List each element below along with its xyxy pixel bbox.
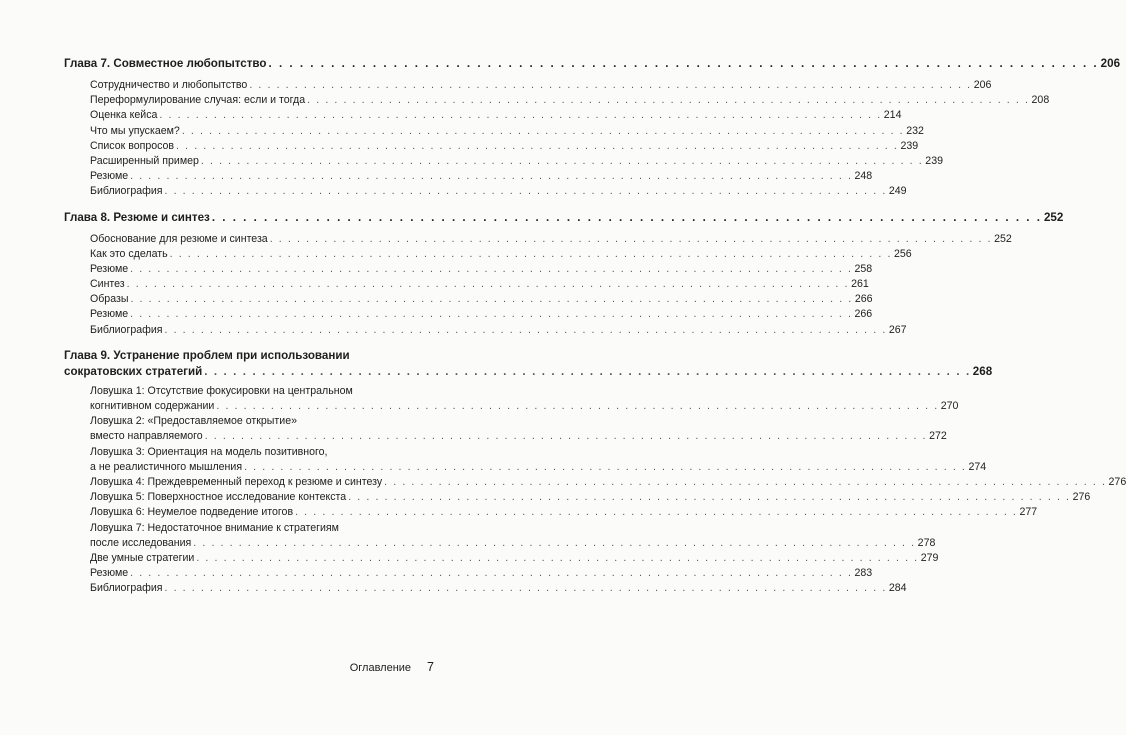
toc-entry-title: Библиография [90, 582, 163, 595]
chapter-title-line2: сократовских стратегий [64, 364, 203, 378]
toc-entry-title: Резюме [90, 262, 129, 275]
toc-entry [64, 292, 873, 307]
toc-entry-title: Список вопросов [90, 139, 175, 152]
leader-dots: . . . . . . . . . . . . . . . . . . . . . . . . . . . . . . . . . . . . . . . . . . . . . . . . . . . . . . . . . . . . . . . . . . . . . . . . . . . . . . . . [196, 552, 919, 564]
toc-entry-title: Библиография [90, 323, 163, 336]
toc-entry [64, 108, 902, 123]
toc-entry-page: 270 [940, 400, 959, 413]
toc-entry-page: 256 [894, 247, 912, 260]
toc-entry [64, 184, 907, 199]
toc-entry-page: 276 [1108, 476, 1126, 489]
toc-entry [64, 490, 1091, 505]
leader-dots: . . . . . . . . . . . . . . . . . . . . . . . . . . . . . . . . . . . . . . . . . . . . . . . . . . . . . . . . . . . . . . . . . . . . . . . . . . . . . . . . [269, 232, 993, 245]
leader-dots: . . . . . . . . . . . . . . . . . . . . . . . . . . . . . . . . . . . . . . . . . . . . . . . . . . . . . . . . . . . . . . . . . . . . . . . . . . . . . . . . [130, 308, 853, 321]
leader-dots: . . . . . . . . . . . . . . . . . . . . . . . . . . . . . . . . . . . . . . . . . . . . . . . . . . . . . . . . . . . . . . . . . . . . . . . . . . . . . . . . [295, 506, 1018, 519]
leader-dots: . . . . . . . . . . . . . . . . . . . . . . . . . . . . . . . . . . . . . . . . . . . . . . . . . . . . . . . . . . . . . . . . . . . . . . . . . . . . . . . . [164, 582, 887, 595]
toc-entry-title: Две умные стратегии [90, 552, 195, 564]
leader-dots: . . . . . . . . . . . . . . . . . . . . . . . . . . . . . . . . . . . . . . . . . . . . . . . . . . . . . . . . . . . . . . . . . . . . . . . . . . . . . . . . [130, 567, 853, 580]
chapter-7-entries [64, 78, 1050, 200]
toc-entry [64, 475, 1126, 490]
chapter-7-heading [64, 56, 1121, 72]
toc-entry [64, 323, 907, 338]
toc-entry-title: Ловушка 4: Преждевременный переход к резюме и синтезу [90, 476, 383, 489]
toc-entry-title-line2: а не реалистичного мышления [90, 460, 243, 473]
leader-dots: . . . . . . . . . . . . . . . . . . . . . . . . . . . . . . . . . . . . . . . . . . . . . . . . . . . . . . . . . . . . . . . . . . . . . . . . . . . . . . . . [169, 247, 893, 260]
toc-entry-page: 278 [917, 536, 936, 549]
leader-dots: . . . . . . . . . . . . . . . . . . . . . . . . . . . . . . . . . . . . . . . . . . . . . . . . . . . . . . . . . . . . . . . . . . . . . . . . . . . . . . . . [268, 57, 1099, 70]
toc-entry-line2 [90, 429, 947, 444]
leader-dots: . . . . . . . . . . . . . . . . . . . . . . . . . . . . . . . . . . . . . . . . . . . . . . . . . . . . . . . . . . . . . . . . . . . . . . . . . . . . . . . . [200, 154, 924, 167]
toc-entry-line2 [90, 460, 987, 475]
toc-entry-title: Сотрудничество и любопытство [90, 79, 248, 91]
toc-entry [64, 262, 873, 277]
leader-dots: . . . . . . . . . . . . . . . . . . . . . . . . . . . . . . . . . . . . . . . . . . . . . . . . . . . . . . . . . . . . . . . . . . . . . . . . . . . . . . . . [348, 491, 1071, 504]
leader-dots: . . . . . . . . . . . . . . . . . . . . . . . . . . . . . . . . . . . . . . . . . . . . . . . . . . . . . . . . . . . . . . . . . . . . . . . . . . . . . . . . [204, 364, 971, 378]
chapter-page: 206 [1100, 57, 1121, 70]
leader-dots: . . . . . . . . . . . . . . . . . . . . . . . . . . . . . . . . . . . . . . . . . . . . . . . . . . . . . . . . . . . . . . . . . . . . . . . . . . . . . . . . [130, 170, 853, 183]
toc-entry-page: 276 [1072, 491, 1091, 504]
toc-entry [64, 445, 987, 475]
toc-entry-title: Синтез [90, 278, 125, 291]
toc-entry-title-line2: после исследования [90, 536, 192, 549]
toc-entry [64, 384, 959, 414]
leader-dots: . . . . . . . . . . . . . . . . . . . . . . . . . . . . . . . . . . . . . . . . . . . . . . . . . . . . . . . . . . . . . . . . . . . . . . . . . . . . . . . . [216, 400, 939, 413]
toc-entry-page: 277 [1019, 506, 1038, 519]
toc-entry-page: 274 [968, 460, 987, 473]
toc-entry [64, 93, 1050, 108]
toc-entry-title: Библиография [90, 185, 163, 198]
toc-entry [64, 566, 873, 581]
leader-dots: . . . . . . . . . . . . . . . . . . . . . . . . . . . . . . . . . . . . . . . . . . . . . . . . . . . . . . . . . . . . . . . . . . . . . . . . . . . . . . . . [159, 109, 882, 122]
toc-entry-title: Расширенный пример [90, 154, 199, 167]
toc-entry [64, 277, 869, 292]
leader-dots: . . . . . . . . . . . . . . . . . . . . . . . . . . . . . . . . . . . . . . . . . . . . . . . . . . . . . . . . . . . . . . . . . . . . . . . . . . . . . . . . [126, 278, 850, 291]
toc-entry-title: Как это сделать [90, 247, 168, 260]
leader-dots: . . . . . . . . . . . . . . . . . . . . . . . . . . . . . . . . . . . . . . . . . . . . . . . . . . . . . . . . . . . . . . . . . . . . . . . . . . . . . . . . [307, 94, 1030, 107]
toc-entry [64, 139, 919, 154]
page-footer [350, 660, 434, 674]
toc-entry-line2 [90, 399, 959, 414]
table-of-contents [64, 52, 1126, 597]
toc-entry-page: 267 [888, 323, 907, 336]
toc-entry-title-line2: когнитивном содержании [90, 400, 215, 413]
toc-entry-page: 248 [854, 170, 873, 183]
leader-dots: . . . . . . . . . . . . . . . . . . . . . . . . . . . . . . . . . . . . . . . . . . . . . . . . . . . . . . . . . . . . . . . . . . . . . . . . . . . . . . . . [244, 460, 967, 473]
toc-entry [64, 124, 924, 139]
toc-entry-page: 284 [888, 582, 907, 595]
toc-entry-page: 239 [900, 139, 919, 152]
toc-entry [64, 581, 907, 596]
toc-entry-page: 261 [851, 278, 869, 291]
toc-entry-page: 266 [854, 293, 873, 306]
toc-entry-page: 232 [906, 124, 924, 137]
toc-entry [64, 307, 873, 322]
leader-dots: . . . . . . . . . . . . . . . . . . . . . . . . . . . . . . . . . . . . . . . . . . . . . . . . . . . . . . . . . . . . . . . . . . . . . . . . . . . . . . . . [249, 79, 972, 91]
toc-entry-title: Оценка кейса [90, 109, 158, 122]
leader-dots: . . . . . . . . . . . . . . . . . . . . . . . . . . . . . . . . . . . . . . . . . . . . . . . . . . . . . . . . . . . . . . . . . . . . . . . . . . . . . . . . [384, 476, 1107, 489]
toc-entry-title: Переформулирование случая: если и тогда [90, 94, 306, 107]
toc-entry [64, 521, 936, 551]
leader-dots: . . . . . . . . . . . . . . . . . . . . . . . . . . . . . . . . . . . . . . . . . . . . . . . . . . . . . . . . . . . . . . . . . . . . . . . . . . . . . . . . [211, 210, 1042, 224]
toc-entry-title-line2: вместо направляемого [90, 430, 203, 443]
page-number: 7 [427, 660, 434, 674]
toc-entry-page: 214 [883, 109, 902, 122]
toc-entry [64, 169, 873, 184]
toc-entry [64, 247, 912, 262]
toc-entry-page: 266 [854, 308, 873, 321]
toc-entry-title-line1: Ловушка 3: Ориентация на модель позитивного, [90, 445, 328, 458]
toc-entry-title: Ловушка 6: Неумелое подведение итогов [90, 506, 294, 519]
toc-entry [64, 78, 992, 93]
toc-entry [64, 551, 939, 566]
toc-entry [64, 232, 1012, 247]
toc-entry-title: Ловушка 5: Поверхностное исследование контекста [90, 491, 347, 504]
chapter-title: Глава 7. Совместное любопытство [64, 57, 267, 70]
toc-entry-title: Резюме [90, 308, 129, 321]
toc-entry-page: 206 [973, 79, 992, 91]
toc-entry-page: 252 [994, 232, 1012, 245]
running-footer-label: Оглавление [349, 662, 412, 674]
toc-entry-page: 283 [854, 567, 873, 580]
chapter-8-entries [64, 232, 1012, 338]
toc-entry-page: 272 [929, 430, 947, 443]
toc-entry [64, 414, 947, 444]
toc-entry-title: Что мы упускаем? [90, 124, 180, 137]
leader-dots: . . . . . . . . . . . . . . . . . . . . . . . . . . . . . . . . . . . . . . . . . . . . . . . . . . . . . . . . . . . . . . . . . . . . . . . . . . . . . . . . [164, 323, 887, 336]
chapter-page: 252 [1043, 210, 1064, 224]
leader-dots: . . . . . . . . . . . . . . . . . . . . . . . . . . . . . . . . . . . . . . . . . . . . . . . . . . . . . . . . . . . . . . . . . . . . . . . . . . . . . . . . [164, 185, 887, 198]
chapter-9-heading [64, 348, 993, 380]
toc-entry-title: Резюме [90, 567, 129, 580]
chapter-page: 268 [972, 364, 993, 378]
chapter-9-entries [64, 384, 1126, 597]
toc-entry-page: 208 [1031, 94, 1050, 107]
toc-entry-title-line1: Ловушка 1: Отсутствие фокусировки на центральном [90, 384, 353, 397]
leader-dots: . . . . . . . . . . . . . . . . . . . . . . . . . . . . . . . . . . . . . . . . . . . . . . . . . . . . . . . . . . . . . . . . . . . . . . . . . . . . . . . . [176, 139, 899, 152]
leader-dots: . . . . . . . . . . . . . . . . . . . . . . . . . . . . . . . . . . . . . . . . . . . . . . . . . . . . . . . . . . . . . . . . . . . . . . . . . . . . . . . . [193, 536, 916, 549]
toc-entry-line2 [90, 536, 936, 551]
toc-entry-title-line1: Ловушка 2: «Предоставляемое открытие» [90, 415, 297, 428]
toc-entry-page: 279 [920, 552, 939, 564]
leader-dots: . . . . . . . . . . . . . . . . . . . . . . . . . . . . . . . . . . . . . . . . . . . . . . . . . . . . . . . . . . . . . . . . . . . . . . . . . . . . . . . . [130, 262, 853, 275]
toc-entry-title: Образы [90, 293, 129, 306]
toc-entry-title: Резюме [90, 170, 129, 183]
toc-entry-page: 249 [888, 185, 907, 198]
toc-entry [64, 154, 943, 169]
toc-entry-page: 239 [925, 154, 943, 167]
leader-dots: . . . . . . . . . . . . . . . . . . . . . . . . . . . . . . . . . . . . . . . . . . . . . . . . . . . . . . . . . . . . . . . . . . . . . . . . . . . . . . . . [130, 293, 853, 306]
toc-entry-page: 258 [854, 262, 873, 275]
toc-entry-title: Обоснование для резюме и синтеза [90, 232, 268, 245]
leader-dots: . . . . . . . . . . . . . . . . . . . . . . . . . . . . . . . . . . . . . . . . . . . . . . . . . . . . . . . . . . . . . . . . . . . . . . . . . . . . . . . . [204, 430, 928, 443]
chapter-title: Глава 8. Резюме и синтез [64, 210, 210, 224]
chapter-title-line1: Глава 9. Устранение проблем при использовании [64, 348, 350, 362]
chapter-8-heading [64, 210, 1064, 226]
toc-entry-title-line1: Ловушка 7: Недостаточное внимание к стратегиям [90, 521, 339, 534]
leader-dots: . . . . . . . . . . . . . . . . . . . . . . . . . . . . . . . . . . . . . . . . . . . . . . . . . . . . . . . . . . . . . . . . . . . . . . . . . . . . . . . . [181, 124, 905, 137]
toc-entry [64, 505, 1038, 520]
